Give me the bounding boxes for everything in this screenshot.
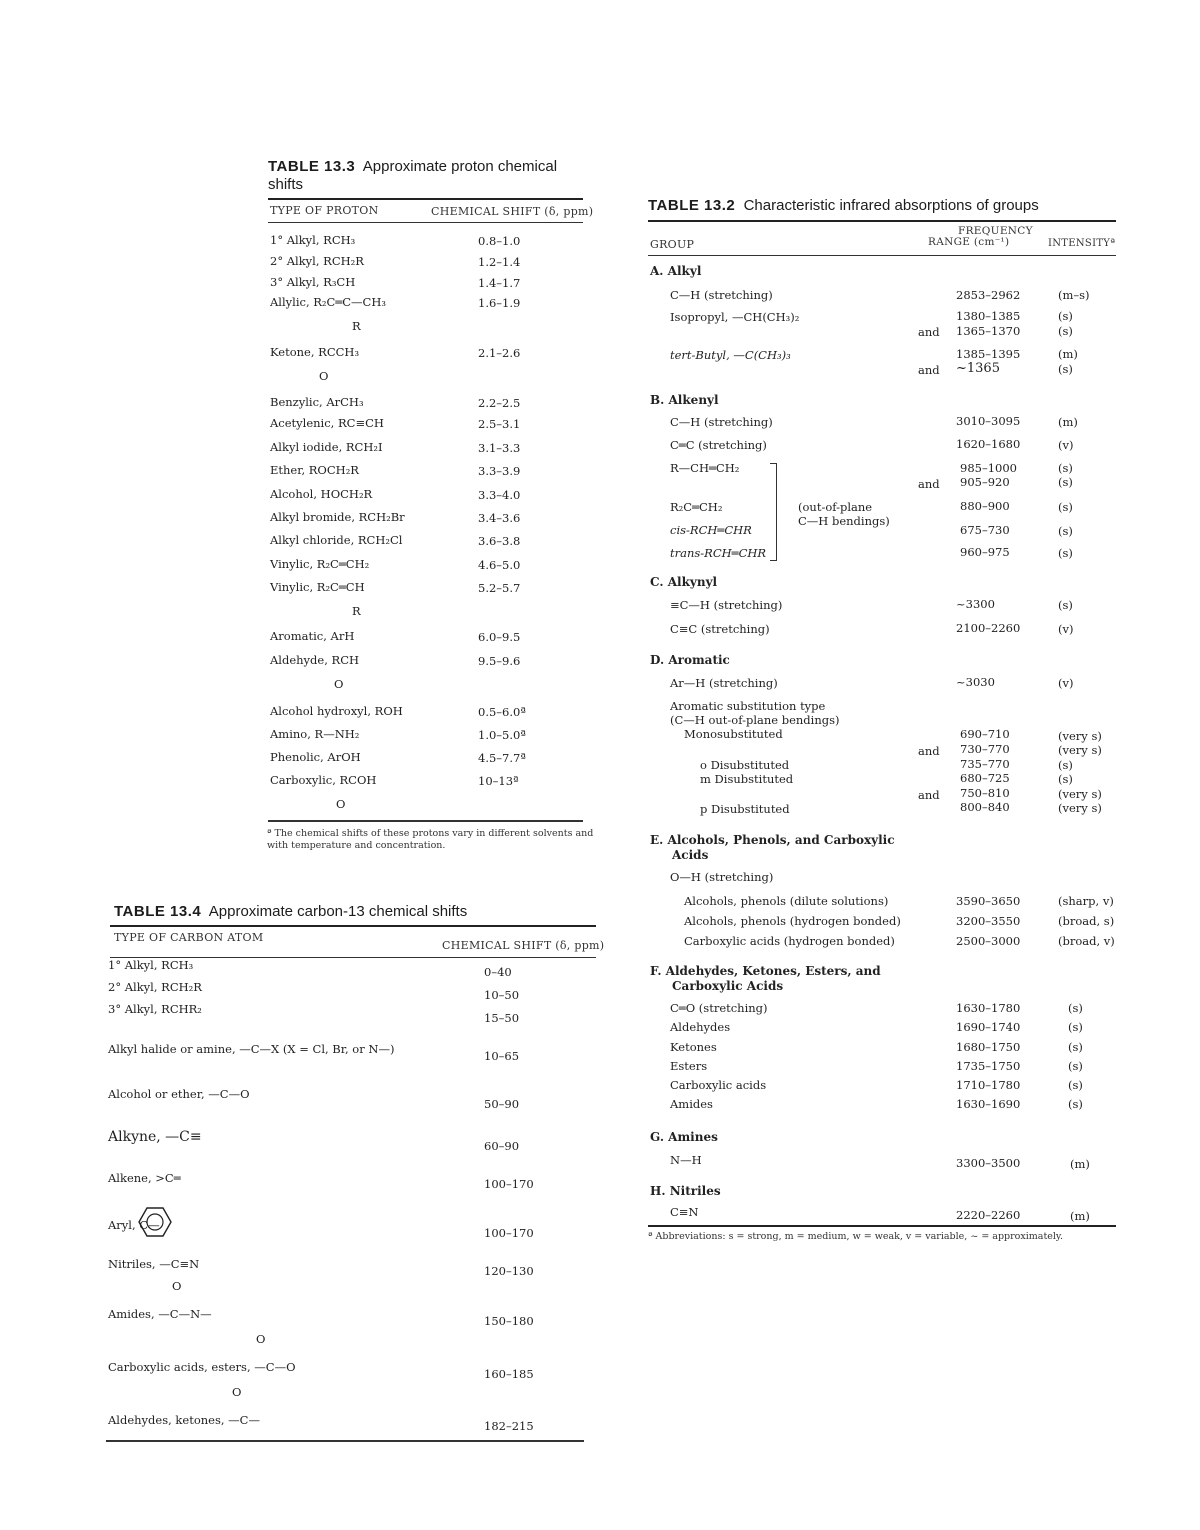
t133-row-shift: 0.8–1.0 bbox=[478, 234, 521, 248]
t133-row-shift: 5.2–5.7 bbox=[478, 581, 521, 595]
t132-a-tb-i1: (m) bbox=[1058, 347, 1078, 361]
t132-b-ch-int: (m) bbox=[1058, 415, 1078, 429]
table-13-2-top-rule bbox=[648, 220, 1116, 222]
t132-e-r2-int: (broad, s) bbox=[1058, 914, 1115, 928]
t132-e-oh: O—H (stretching) bbox=[670, 870, 774, 884]
t132-a-iso-f2: 1365–1370 bbox=[956, 324, 1021, 338]
table-13-2-caption bbox=[648, 197, 1039, 214]
t132-c-cc-freq: 2100–2260 bbox=[956, 621, 1021, 635]
t132-a-ch-int: (m–s) bbox=[1058, 288, 1090, 302]
t134-row-shift: 182–215 bbox=[484, 1419, 534, 1433]
t133-row-substituent: O bbox=[334, 677, 344, 691]
t133-row-shift: 3.1–3.3 bbox=[478, 441, 521, 455]
table-13-4-bottom-rule bbox=[106, 1440, 584, 1442]
t134-row-type: Aryl, C— bbox=[108, 1218, 160, 1232]
t132-d-sub-line1: Aromatic substitution type bbox=[670, 699, 826, 713]
t132-section-g: G. Amines bbox=[650, 1130, 718, 1144]
t132-f-row-int: (s) bbox=[1068, 1020, 1083, 1034]
t132-f-row-freq: 1710–1780 bbox=[956, 1078, 1021, 1092]
table-13-4-label: TABLE 13.4 bbox=[114, 903, 202, 920]
t132-f-row-group: Esters bbox=[670, 1059, 708, 1073]
t134-row-type: Alkyne, —C≡ bbox=[108, 1129, 202, 1145]
t132-col-group: GROUP bbox=[650, 238, 695, 251]
t132-d-ortho-freq: 735–770 bbox=[960, 757, 1010, 771]
t133-row-type: 2° Alkyl, RCH₂R bbox=[270, 254, 364, 268]
t132-d-para-freq: 800–840 bbox=[960, 800, 1010, 814]
t132-b-v3-freq: 675–730 bbox=[960, 523, 1010, 537]
table-13-3-header-rule bbox=[268, 222, 583, 223]
t132-f-row-group: Amides bbox=[670, 1097, 713, 1111]
t132-e-r3-freq: 2500–3000 bbox=[956, 934, 1021, 948]
t132-h-cn-int: (m) bbox=[1070, 1209, 1090, 1223]
t134-col-type: TYPE OF CARBON ATOM bbox=[114, 931, 264, 944]
t132-a-tb: tert-Butyl, —C(CH₃)₃ bbox=[670, 348, 791, 362]
t133-row-type: Phenolic, ArOH bbox=[270, 750, 361, 764]
t134-row-type: Carboxylic acids, esters, —C—O bbox=[108, 1360, 296, 1374]
table-13-3-label: TABLE 13.3 bbox=[268, 158, 356, 175]
t133-row-type: Allylic, R₂C═C—CH₃ bbox=[270, 295, 386, 309]
t132-e-r3: Carboxylic acids (hydrogen bonded) bbox=[684, 934, 895, 948]
t132-b-and: and bbox=[918, 477, 940, 491]
t132-section-e-line2: Acids bbox=[672, 848, 709, 862]
t133-row-substituent: O bbox=[319, 369, 329, 383]
t132-e-r1: Alcohols, phenols (dilute solutions) bbox=[684, 894, 889, 908]
t132-section-f-line2: Carboxylic Acids bbox=[672, 979, 784, 993]
t134-row-type: Alkyl halide or amine, —C—X (X = Cl, Br, or N—) bbox=[108, 1042, 395, 1056]
t132-e-r2-freq: 3200–3550 bbox=[956, 914, 1021, 928]
t132-d-mono-i2: (very s) bbox=[1058, 743, 1102, 757]
t132-c-ch-int: (s) bbox=[1058, 598, 1073, 612]
t134-row-type: 1° Alkyl, RCH₃ bbox=[108, 958, 194, 972]
t133-row-type: 1° Alkyl, RCH₃ bbox=[270, 233, 356, 247]
t133-row-shift: 3.4–3.6 bbox=[478, 511, 521, 525]
benzene-ring-icon bbox=[138, 1206, 172, 1238]
table-13-3-top-rule bbox=[268, 198, 583, 200]
t134-row-type: Alcohol or ether, —C—O bbox=[108, 1087, 250, 1101]
table-13-2-label: TABLE 13.2 bbox=[648, 197, 736, 214]
t133-row-shift: 4.6–5.0 bbox=[478, 558, 521, 572]
t132-f-row-int: (s) bbox=[1068, 1097, 1083, 1111]
t133-row-shift: 2.1–2.6 bbox=[478, 346, 521, 360]
t133-row-shift: 10–13ª bbox=[478, 774, 519, 788]
t132-b-v3-int: (s) bbox=[1058, 524, 1073, 538]
t132-b-brace bbox=[770, 463, 777, 561]
t132-b-v1-i2: (s) bbox=[1058, 475, 1073, 489]
t132-b-oop-line2: C—H bendings) bbox=[798, 514, 890, 528]
t132-a-tb-f2: ~1365 bbox=[956, 361, 1000, 376]
t134-col-shift: CHEMICAL SHIFT (δ, ppm) bbox=[442, 939, 605, 952]
t132-d-mono-f2: 730–770 bbox=[960, 742, 1010, 756]
t132-d-ch-freq: ~3030 bbox=[956, 675, 995, 689]
t132-d-ch-int: (v) bbox=[1058, 676, 1074, 690]
t132-f-row-group: Carboxylic acids bbox=[670, 1078, 767, 1092]
t132-section-a: A. Alkyl bbox=[650, 264, 702, 278]
t132-a-ch-freq: 2853–2962 bbox=[956, 288, 1021, 302]
t133-row-type: Ketone, RCCH₃ bbox=[270, 345, 360, 359]
t133-row-shift: 1.0–5.0ª bbox=[478, 728, 526, 742]
t132-b-ch-freq: 3010–3095 bbox=[956, 414, 1021, 428]
t132-d-and-1: and bbox=[918, 744, 940, 758]
t132-b-cc-freq: 1620–1680 bbox=[956, 437, 1021, 451]
t132-c-cc-int: (v) bbox=[1058, 622, 1074, 636]
t132-b-cc-int: (v) bbox=[1058, 438, 1074, 452]
t132-footnote: ª Abbreviations: s = strong, m = medium, w = weak, v = variable, ~ = approximately. bbox=[648, 1231, 1064, 1242]
table-13-3-bottom-rule bbox=[268, 820, 583, 822]
t134-row-type: 3° Alkyl, RCHR₂ bbox=[108, 1002, 202, 1016]
t132-f-row-freq: 1630–1780 bbox=[956, 1001, 1021, 1015]
t133-row-substituent: R bbox=[352, 604, 361, 618]
t132-h-cn: C≡N bbox=[670, 1205, 699, 1219]
t133-row-type: Ether, ROCH₂R bbox=[270, 463, 359, 477]
t132-a-and-1: and bbox=[918, 325, 940, 339]
t133-row-type: Carboxylic, RCOH bbox=[270, 773, 377, 787]
t132-b-v4-int: (s) bbox=[1058, 546, 1073, 560]
t132-d-meta-i2: (very s) bbox=[1058, 787, 1102, 801]
t132-f-row-freq: 1630–1690 bbox=[956, 1097, 1021, 1111]
t133-row-shift: 3.6–3.8 bbox=[478, 534, 521, 548]
t133-row-type: Aldehyde, RCH bbox=[270, 653, 360, 667]
t133-row-type: 3° Alkyl, R₃CH bbox=[270, 275, 356, 289]
t134-row-carbonyl-oxygen: O bbox=[172, 1279, 182, 1293]
t132-section-d: D. Aromatic bbox=[650, 653, 730, 667]
t132-a-and-2: and bbox=[918, 363, 940, 377]
t133-row-type: Alcohol hydroxyl, ROH bbox=[270, 704, 403, 718]
t133-row-shift: 2.2–2.5 bbox=[478, 396, 521, 410]
t132-d-mono-f1: 690–710 bbox=[960, 727, 1010, 741]
t132-f-row-freq: 1690–1740 bbox=[956, 1020, 1021, 1034]
t134-row-shift: 160–185 bbox=[484, 1367, 534, 1381]
t132-section-c: C. Alkynyl bbox=[650, 575, 718, 589]
t134-row-shift: 10–50 bbox=[484, 988, 520, 1002]
t133-row-type: Alcohol, HOCH₂R bbox=[270, 487, 373, 501]
t132-g-nh: N—H bbox=[670, 1153, 702, 1167]
t132-d-mono-i1: (very s) bbox=[1058, 729, 1102, 743]
t132-f-row-group: Ketones bbox=[670, 1040, 717, 1054]
table-13-4 bbox=[106, 900, 605, 1445]
t134-row-shift: 10–65 bbox=[484, 1049, 520, 1063]
t132-a-tb-i2: (s) bbox=[1058, 362, 1073, 376]
t132-f-row-freq: 1735–1750 bbox=[956, 1059, 1021, 1073]
t132-b-v2-freq: 880–900 bbox=[960, 499, 1010, 513]
t133-row-shift: 3.3–3.9 bbox=[478, 464, 521, 478]
t132-f-row-int: (s) bbox=[1068, 1078, 1083, 1092]
t132-c-ch: ≡C—H (stretching) bbox=[670, 598, 783, 612]
t134-row-shift: 150–180 bbox=[484, 1314, 534, 1328]
t132-col-int: INTENSITYª bbox=[1048, 238, 1116, 249]
table-13-4-caption bbox=[114, 903, 467, 920]
t133-row-shift: 1.2–1.4 bbox=[478, 255, 521, 269]
t132-section-f-line1: F. Aldehydes, Ketones, Esters, and bbox=[650, 964, 881, 978]
t132-e-r3-int: (broad, v) bbox=[1058, 934, 1115, 948]
t132-f-row-int: (s) bbox=[1068, 1059, 1083, 1073]
table-13-3-title-line1: Approximate proton chemical bbox=[362, 158, 558, 175]
t132-c-ch-freq: ~3300 bbox=[956, 597, 995, 611]
t132-d-ortho: o Disubstituted bbox=[700, 758, 790, 772]
t133-row-shift: 1.6–1.9 bbox=[478, 296, 521, 310]
t133-row-type: Alkyl chloride, RCH₂Cl bbox=[270, 533, 403, 547]
t133-col-shift: CHEMICAL SHIFT (δ, ppm) bbox=[431, 205, 594, 218]
t132-a-iso-i2: (s) bbox=[1058, 324, 1073, 338]
table-13-2 bbox=[648, 195, 1118, 1255]
t133-col-type: TYPE OF PROTON bbox=[270, 204, 379, 217]
t133-row-type: Acetylenic, RC≡CH bbox=[270, 416, 384, 430]
t132-b-v4: trans-RCH═CHR bbox=[670, 546, 767, 560]
table-13-2-header-rule bbox=[648, 255, 1116, 256]
t132-f-row-group: Aldehydes bbox=[670, 1020, 731, 1034]
t132-a-iso-f1: 1380–1385 bbox=[956, 309, 1021, 323]
t132-f-row-int: (s) bbox=[1068, 1040, 1083, 1054]
t132-section-h: H. Nitriles bbox=[650, 1184, 721, 1198]
table-13-4-top-rule bbox=[110, 925, 596, 927]
t133-row-shift: 1.4–1.7 bbox=[478, 276, 521, 290]
t133-row-shift: 6.0–9.5 bbox=[478, 630, 521, 644]
t133-row-type: Amino, R—NH₂ bbox=[270, 727, 360, 741]
t132-b-v1-i1: (s) bbox=[1058, 461, 1073, 475]
t132-d-and-2: and bbox=[918, 788, 940, 802]
t133-row-shift: 3.3–4.0 bbox=[478, 488, 521, 502]
t132-d-meta: m Disubstituted bbox=[700, 772, 794, 786]
t133-row-type: Alkyl iodide, RCH₂I bbox=[270, 440, 383, 454]
t134-row-type: 2° Alkyl, RCH₂R bbox=[108, 980, 202, 994]
table-13-2-title: Characteristic infrared absorptions of groups bbox=[743, 197, 1039, 214]
table-13-4-title: Approximate carbon-13 chemical shifts bbox=[208, 903, 468, 920]
t133-footnote-line2: with temperature and concentration. bbox=[267, 840, 446, 851]
t132-f-row-int: (s) bbox=[1068, 1001, 1083, 1015]
t134-row-type: Aldehydes, ketones, —C— bbox=[108, 1413, 260, 1427]
t132-b-v4-freq: 960–975 bbox=[960, 545, 1010, 559]
t132-d-meta-i1: (s) bbox=[1058, 772, 1073, 786]
t134-row-type: Alkene, >C═ bbox=[108, 1171, 181, 1185]
t132-b-v2-int: (s) bbox=[1058, 500, 1073, 514]
t132-f-row-freq: 1680–1750 bbox=[956, 1040, 1021, 1054]
t132-a-ch: C—H (stretching) bbox=[670, 288, 773, 302]
t133-row-substituent: R bbox=[352, 319, 361, 333]
t132-a-tb-f1: 1385–1395 bbox=[956, 347, 1021, 361]
t132-d-ch: Ar—H (stretching) bbox=[670, 676, 778, 690]
t132-d-meta-f1: 680–725 bbox=[960, 771, 1010, 785]
t132-col-freq-line2: RANGE (cm⁻¹) bbox=[928, 236, 1010, 248]
t133-footnote-line1: ª The chemical shifts of these protons vary in different solvents and bbox=[267, 828, 594, 839]
t132-g-nh-int: (m) bbox=[1070, 1157, 1090, 1171]
t132-d-meta-f2: 750–810 bbox=[960, 786, 1010, 800]
t133-row-type: Alkyl bromide, RCH₂Br bbox=[270, 510, 405, 524]
t132-a-iso: Isopropyl, —CH(CH₃)₂ bbox=[670, 310, 800, 324]
t133-row-type: Benzylic, ArCH₃ bbox=[270, 395, 364, 409]
table-13-2-bottom-rule bbox=[648, 1225, 1116, 1227]
t132-b-oop-line1: (out-of-plane bbox=[798, 500, 873, 514]
t132-section-e-line1: E. Alcohols, Phenols, and Carboxylic bbox=[650, 833, 895, 847]
t134-row-type: Amides, —C—N— bbox=[108, 1307, 212, 1321]
t133-row-shift: 2.5–3.1 bbox=[478, 417, 521, 431]
t133-row-substituent: O bbox=[336, 797, 346, 811]
t132-b-v1-f1: 985–1000 bbox=[960, 461, 1017, 475]
table-13-3-caption bbox=[268, 158, 557, 175]
t132-d-mono: Monosubstituted bbox=[684, 727, 783, 741]
t133-row-shift: 9.5–9.6 bbox=[478, 654, 521, 668]
t133-row-shift: 0.5–6.0ª bbox=[478, 705, 526, 719]
t134-row-shift: 0–40 bbox=[484, 965, 512, 979]
t134-row-carbonyl-oxygen: O bbox=[232, 1385, 242, 1399]
t132-e-r1-freq: 3590–3650 bbox=[956, 894, 1021, 908]
t132-b-v1-f2: 905–920 bbox=[960, 475, 1010, 489]
t134-row-shift: 120–130 bbox=[484, 1264, 534, 1278]
t132-h-cn-freq: 2220–2260 bbox=[956, 1208, 1021, 1222]
t134-row-shift: 50–90 bbox=[484, 1097, 520, 1111]
t132-g-nh-freq: 3300–3500 bbox=[956, 1156, 1021, 1170]
t133-row-type: Vinylic, R₂C═CH bbox=[270, 580, 365, 594]
t132-d-para: p Disubstituted bbox=[700, 802, 790, 816]
t132-f-row-group: C═O (stretching) bbox=[670, 1001, 768, 1015]
t134-row-type: Nitriles, —C≡N bbox=[108, 1257, 200, 1271]
t132-e-r2: Alcohols, phenols (hydrogen bonded) bbox=[684, 914, 901, 928]
t132-b-v3: cis-RCH═CHR bbox=[670, 523, 752, 537]
table-13-3 bbox=[268, 158, 594, 858]
t132-b-ch: C—H (stretching) bbox=[670, 415, 773, 429]
t132-e-r1-int: (sharp, v) bbox=[1058, 894, 1114, 908]
t132-d-ortho-int: (s) bbox=[1058, 758, 1073, 772]
t132-d-para-int: (very s) bbox=[1058, 801, 1102, 815]
t132-c-cc: C≡C (stretching) bbox=[670, 622, 770, 636]
t133-row-type: Vinylic, R₂C═CH₂ bbox=[270, 557, 370, 571]
table-13-3-title-line2: shifts bbox=[268, 176, 304, 193]
t132-col-freq-line1: FREQUENCY bbox=[958, 225, 1033, 237]
t132-b-v1: R—CH═CH₂ bbox=[670, 461, 740, 475]
t133-row-shift: 4.5–7.7ª bbox=[478, 751, 526, 765]
t134-row-shift: 15–50 bbox=[484, 1011, 520, 1025]
t132-d-sub-line2: (C—H out-of-plane bendings) bbox=[670, 713, 840, 727]
t132-b-v2: R₂C═CH₂ bbox=[670, 500, 723, 514]
t132-b-cc: C═C (stretching) bbox=[670, 438, 767, 452]
t134-row-shift: 60–90 bbox=[484, 1139, 520, 1153]
t132-a-iso-i1: (s) bbox=[1058, 309, 1073, 323]
t134-row-shift: 100–170 bbox=[484, 1177, 534, 1191]
t132-section-b: B. Alkenyl bbox=[650, 393, 719, 407]
t134-row-shift: 100–170 bbox=[484, 1226, 534, 1240]
t133-row-type: Aromatic, ArH bbox=[270, 629, 355, 643]
t134-row-carbonyl-oxygen: O bbox=[256, 1332, 266, 1346]
